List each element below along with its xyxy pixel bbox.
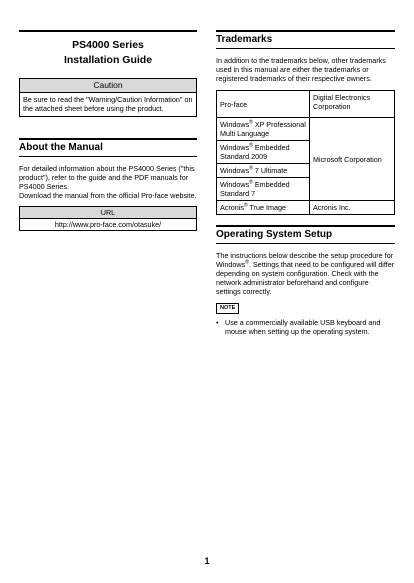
trademark-owner: Microsoft Corporation [310,118,395,201]
caution-text: Be sure to read the "Warning/Caution Information" on the attached sheet before using the product. [23,95,193,113]
os-setup-heading: Operating System Setup [216,225,395,244]
bullet-icon: • [216,318,219,327]
left-column [19,30,197,231]
trademark-name: Windows® XP Professional Multi Language [217,118,310,141]
trademarks-table [216,90,395,215]
document-title [19,30,197,68]
about-text-2: Download the manual from the official Pro-face website. [19,191,197,200]
trademark-name: Windows® Embedded Standard 2009 [217,141,310,164]
trademark-owner: Acronis Inc. [310,201,395,215]
trademark-owner: Digital Electronics Corporation [310,91,395,118]
title-line-1: PS4000 Series [72,39,144,51]
list-item [216,318,395,336]
about-text-1: For detailed information about the PS4000 Series ("this product"), refer to the guide and the PDF manuals for PS4000 Series. [19,164,195,191]
trademarks-heading: Trademarks [216,30,395,49]
trademarks-intro: In addition to the trademarks below, other trademarks used in this manual are either the trademarks or registered trademarks of their respective owners. [216,56,386,83]
table-row [217,118,395,141]
trademark-name: Acronis® True Image [217,201,310,215]
caution-box [19,78,197,117]
url-header: URL [20,207,197,219]
url-table [19,206,197,231]
table-row [217,201,395,215]
caution-heading: Caution [20,79,196,93]
trademark-name: Pro-face [217,91,310,118]
right-column [216,30,395,336]
trademark-name: Windows® 7 Ultimate [217,164,310,178]
bullet-text: Use a commercially available USB keyboard and mouse when setting up the operating system. [225,318,381,336]
about-heading: About the Manual [19,138,197,157]
table-row [217,91,395,118]
os-setup-text: The instructions below describe the setup procedure for Windows®. Settings that need to be configured will differ depending on system configuration. Check with the network administrator beforehand and configure settings correctly. [216,251,395,296]
note-badge: NOTE [216,303,239,314]
title-line-2: Installation Guide [63,54,153,66]
page-number: 1 [204,556,210,566]
url-value: http://www.pro-face.com/otasuke/ [20,219,197,231]
trademark-name: Windows® Embedded Standard 7 [217,178,310,201]
